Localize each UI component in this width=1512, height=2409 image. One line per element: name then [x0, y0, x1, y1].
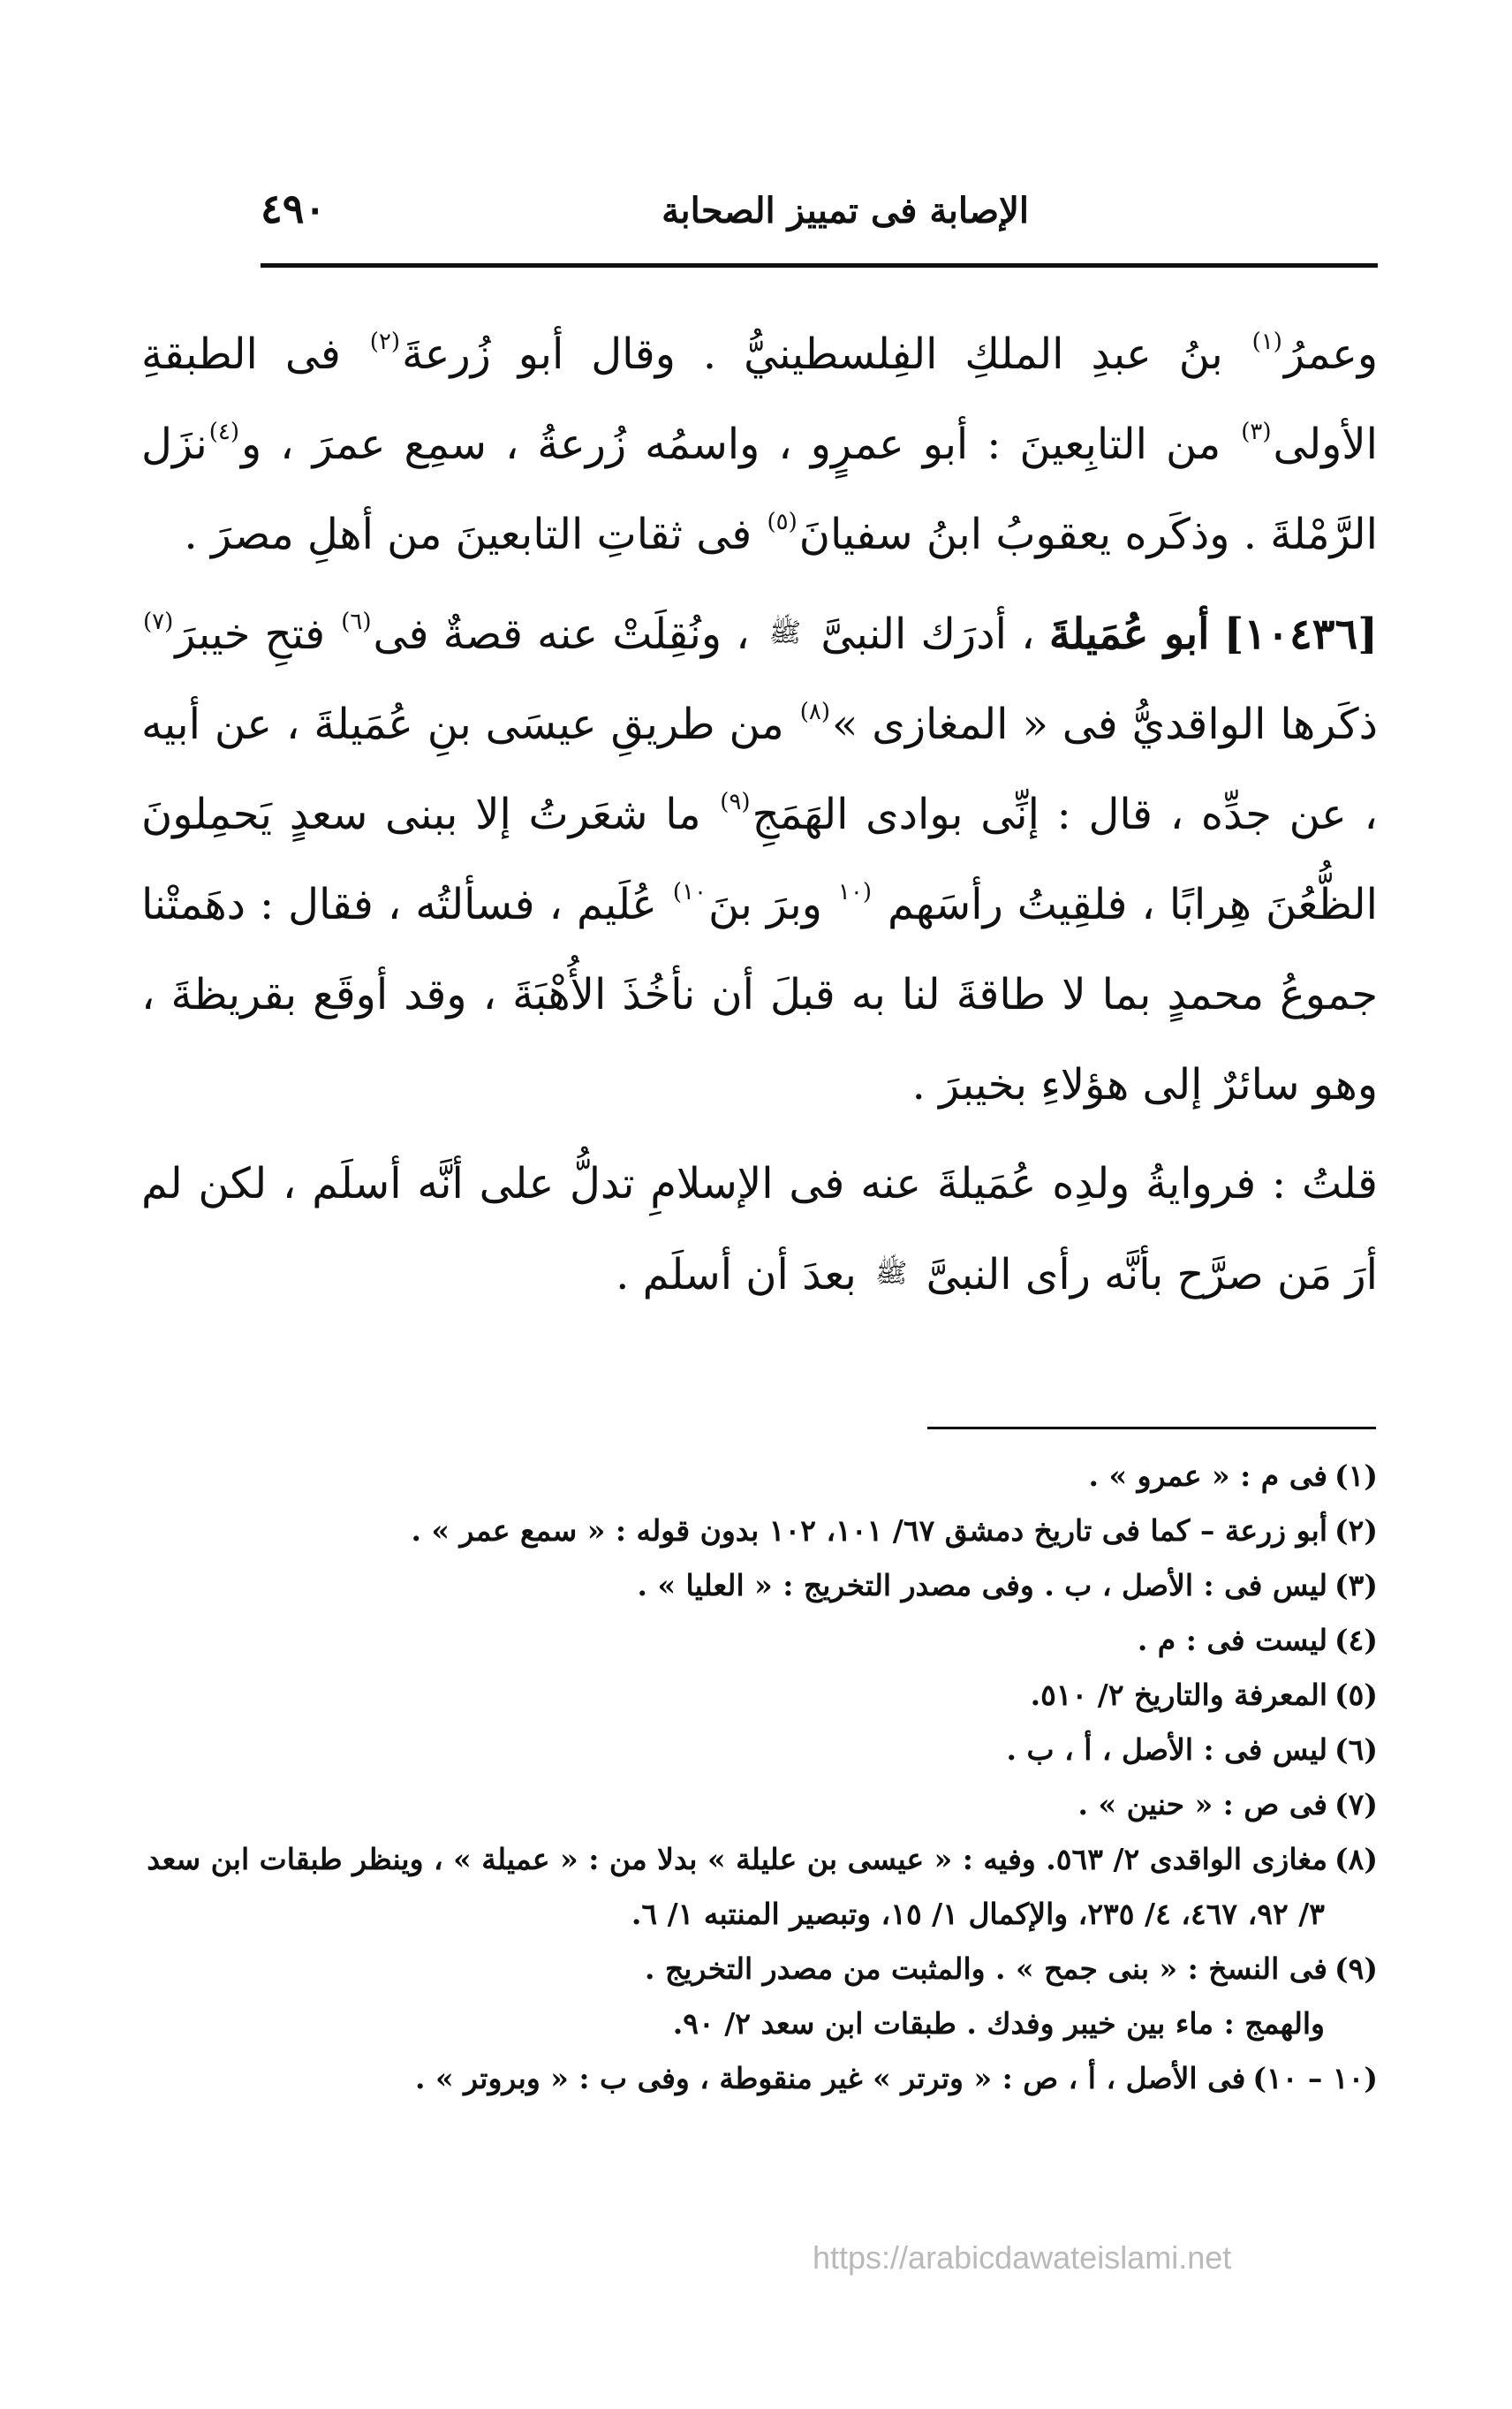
footnote-marker: (١)	[1334, 1458, 1378, 1493]
footnote-reference: (٤)	[208, 419, 239, 445]
entry-name: أبو عُمَيلةَ	[1048, 610, 1210, 659]
footnote	[141, 1504, 1378, 1558]
footnote	[141, 1996, 1378, 2051]
footnote-marker: (١٠ – ١٠)	[1252, 2061, 1378, 2095]
footnote-text: ليست فى : م .	[1137, 1623, 1328, 1657]
text-run: وبرَ بنَ	[708, 880, 836, 929]
footnote-text: فى م : « عمرو » .	[1088, 1458, 1328, 1493]
footnote-marker: (٦)	[1334, 1732, 1378, 1767]
footnote-marker: (٧)	[1334, 1787, 1378, 1822]
text-run: بنُ عبدِ الملكِ الفِلسطينيُّ . وقال أبو زُرعةَ	[402, 330, 1251, 379]
footnote	[141, 1613, 1378, 1668]
footnote-text: فى الأصل ، أ ، ص : « وترتر » غير منقوطة ، وفى ب : « وبروتر » .	[415, 2061, 1246, 2095]
footnote-reference: (٩)	[720, 789, 751, 815]
footnote	[141, 1449, 1378, 1504]
footnote-divider	[927, 1427, 1376, 1429]
footnote-marker: (٣)	[1334, 1568, 1378, 1602]
text-run: من التابِعينَ : أبو عمرٍو ، واسمُه زُرعةُ ، سمِع عمرَ ، و	[241, 420, 1240, 469]
footnote	[141, 1668, 1378, 1723]
footnote-reference: (٣)	[1241, 419, 1272, 445]
footnote-marker: (٥)	[1334, 1678, 1378, 1712]
footnote	[141, 1723, 1378, 1777]
text-run: ما شعَرتُ إلا ببنى سعدٍ يَحمِلونَ الظُّعُنَ هِرابًا ، فلقِيتُ رأسَهم	[141, 790, 1379, 929]
footnote-text: ٣/ ٩٢، ٤٦٧، ٤/ ٢٣٥، والإكمال ١/ ١٥، وتبصير المنتبه ١/ ٦.	[631, 1897, 1325, 1931]
text-run: فى ثقاتِ التابعينَ من أهلِ مصرَ .	[184, 510, 766, 559]
footnote	[141, 1942, 1378, 1996]
footnotes-section	[141, 1449, 1378, 2106]
footnote-text: فى النسخ : « بنى جمح » . والمثبت من مصدر التخريج .	[645, 1951, 1328, 1986]
footnote-text: مغازى الواقدى ٢/ ٥٦٣. وفيه : « عيسى بن عليلة » بدلا من : « عميلة » ، وينظر طبقات ابن سعد	[147, 1842, 1328, 1876]
footnote-marker: (٨)	[1334, 1842, 1378, 1876]
text-run: ذكَرها الواقديُّ فى « المغازى »	[831, 700, 1379, 749]
text-run: وعمرُ	[1283, 330, 1379, 379]
text-run: عُلَيم ، فسألتُه ، فقال : دهَمتْنا جموعُ محمدٍ بما لا طاقةَ لنا به قبلَ أن نأخُذَ الأُهْبَةَ ، وقد أوقَع بقريظةَ ، وهو سائرٌ إلى هؤلاءِ بخيبرَ .	[141, 880, 1378, 1110]
footnote	[141, 1887, 1378, 1942]
footnote-reference: (٦)	[341, 609, 372, 635]
text-run: ، أدرَك النبىَّ	[806, 610, 1049, 659]
footnote-marker: (٢)	[1334, 1513, 1378, 1548]
footnote	[141, 1777, 1378, 1832]
body-paragraph	[141, 588, 1378, 1130]
footnote-marker: (٩)	[1334, 1951, 1378, 1986]
header-divider	[261, 263, 1378, 268]
text-run: بعدَ أن أسلَم .	[616, 1250, 871, 1299]
body-paragraph	[141, 1139, 1378, 1320]
salutation-glyph: ﷺ	[768, 617, 802, 648]
footnote-text: المعرفة والتاريخ ٢/ ٥١٠.	[1030, 1678, 1328, 1712]
footnote-text: ليس فى : الأصل ، أ ، ب .	[1006, 1732, 1328, 1767]
footnote-marker: (٤)	[1334, 1623, 1378, 1657]
page-number: ٤٩٠	[261, 185, 327, 232]
main-text	[141, 309, 1378, 1320]
footnote-text: والهمج : ماء بين خيبر وفدك . طبقات ابن سعد ٢/ ٩٠.	[672, 2006, 1325, 2041]
footnote-reference: (١٠	[837, 879, 872, 905]
footnote-reference: (٨)	[799, 699, 830, 725]
footnote-text: أبو زرعة – كما فى تاريخ دمشق ٦٧/ ١٠١، ١٠٢ بدون قوله : « سمع عمر » .	[411, 1513, 1328, 1548]
footnote-reference: (٢)	[369, 329, 401, 355]
text-run	[1209, 610, 1223, 659]
footnote	[141, 1832, 1378, 1887]
text-run: نزَل الرَّمْلةَ . وذكَره يعقوبُ ابنُ سفيانَ	[141, 420, 1378, 559]
text-run: فتحِ خيبرَ	[175, 610, 340, 659]
footnote	[141, 1558, 1378, 1613]
body-paragraph	[141, 309, 1378, 580]
footnote-reference: (٧)	[143, 609, 174, 635]
running-header	[261, 181, 1373, 252]
entry-number: [١٠٤٣٦]	[1223, 610, 1379, 659]
watermark-url: https://arabicdawateislami.net	[813, 2239, 1232, 2276]
text-run: فى الطبقةِ الأولى	[141, 330, 1378, 469]
footnote-text: ليس فى : الأصل ، ب . وفى مصدر التخريج : « العليا » .	[637, 1568, 1328, 1602]
text-run: قلتُ : فروايةُ ولدِه عُمَيلةَ عنه فى الإسلامِ تدلُّ على أنَّه أسلَم ، لكن لم أرَ مَن صرَّح بأنَّه رأى النبىَّ	[141, 1159, 1378, 1299]
text-run: ، ونُقِلَتْ عنه قصةٌ فى	[373, 610, 764, 659]
footnote-text: فى ص : « حنين » .	[1077, 1787, 1328, 1822]
salutation-glyph: ﷺ	[875, 1258, 908, 1289]
footnote-reference: (١)	[1251, 329, 1282, 355]
book-title: الإصابة فى تمييز الصحابة	[662, 190, 1029, 231]
text-run: من طريقِ عيسَى بنِ عُمَيلةَ ، عن أبيه ، عن جدِّه ، قال : إنِّى بوادى الهَمَجِ	[141, 700, 1379, 839]
footnote-reference: (٥)	[767, 509, 798, 535]
footnote-reference: ١٠)	[672, 879, 707, 905]
footnote	[141, 2051, 1378, 2106]
